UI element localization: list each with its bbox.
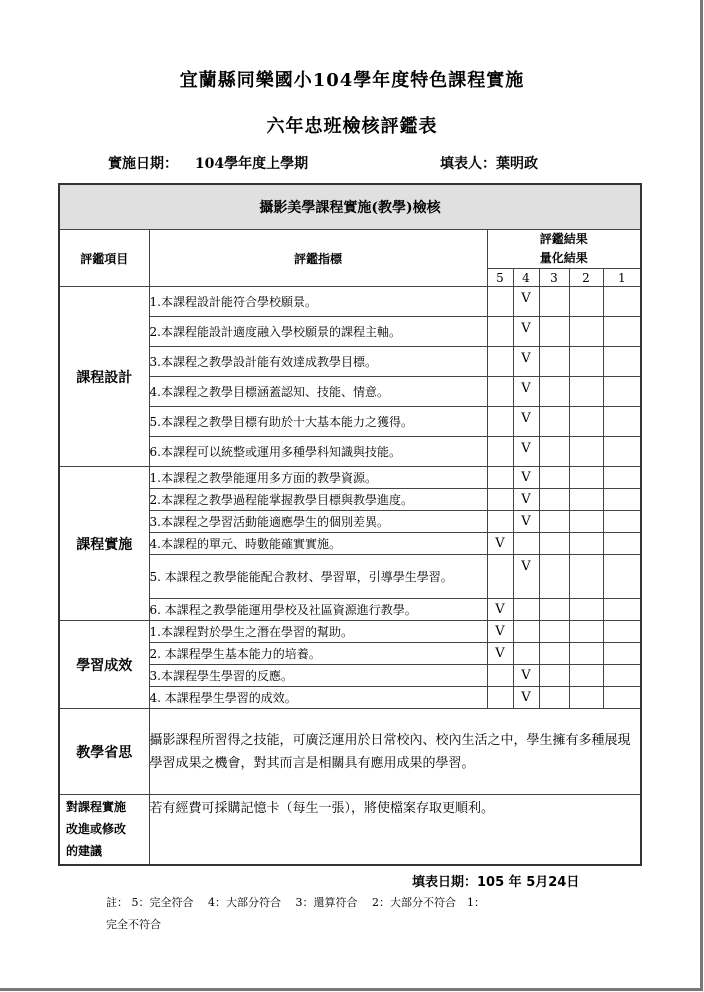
check-mark: V — [513, 511, 539, 533]
reflection-text: 攝影課程所習得之技能，可廣泛運用於日常校內、校內生活之中，學生擁有多種展現學習成果之機會，對其而言是相關具有應用成果的學習。 — [149, 709, 641, 795]
category-design: 課程設計 — [59, 287, 149, 467]
indicator-row: 3.本課程學生學習的反應。 — [149, 665, 487, 687]
indicator-row: 2.本課程能設計適度融入學校願景的課程主軸。 — [149, 317, 487, 347]
col-head-item: 評鑑項目 — [59, 230, 149, 287]
check-mark: V — [513, 347, 539, 377]
check-mark: V — [513, 317, 539, 347]
score-3: 3 — [539, 269, 569, 287]
col-head-result-line1: 評鑑結果 — [539, 232, 588, 246]
table-main-header: 攝影美學課程實施(教學)檢核 — [59, 184, 641, 230]
form-title: 宜蘭縣同樂國小104學年度特色課程實施 — [179, 70, 525, 91]
check-mark: V — [513, 407, 539, 437]
date-value: 104學年度上學期 — [194, 156, 309, 172]
indicator-row: 3.本課程之教學設計能有效達成教學目標。 — [149, 347, 487, 377]
check-mark: V — [513, 555, 539, 599]
indicator-row: 6.本課程可以統整或運用多種學科知識與技能。 — [149, 437, 487, 467]
indicator-row: 2.本課程之教學過程能掌握教學目標與教學進度。 — [149, 489, 487, 511]
indicator-row: 6. 本課程之教學能運用學校及社區資源進行教學。 — [149, 599, 487, 621]
category-outcomes: 學習成效 — [59, 621, 149, 709]
col-head-result — [487, 230, 641, 269]
fill-date: 填表日期：105 年 5月24日 — [412, 875, 580, 890]
indicator-row: 5. 本課程之教學能能配合教材、學習單，引導學生學習。 — [149, 555, 487, 599]
check-mark: V — [513, 377, 539, 407]
check-mark: V — [513, 287, 539, 317]
category-implementation: 課程實施 — [59, 467, 149, 621]
score-4: 4 — [513, 269, 539, 287]
indicator-row: 4.本課程之教學目標涵蓋認知、技能、情意。 — [149, 377, 487, 407]
score-1: 1 — [603, 269, 641, 287]
suggestion-label-3: 的建議 — [66, 844, 103, 859]
implementation-date — [108, 153, 308, 173]
indicator-row: 1.本課程之教學能運用多方面的教學資源。 — [149, 467, 487, 489]
evaluation-table — [58, 183, 642, 866]
filler-value: 葉明政 — [496, 156, 538, 172]
score-legend-note — [106, 892, 606, 936]
filler-label: 填表人： — [440, 156, 496, 172]
indicator-row: 4. 本課程學生學習的成效。 — [149, 687, 487, 709]
indicator-row: 1.本課程對於學生之潛在學習的幫助。 — [149, 621, 487, 643]
suggestion-label-2: 改進或修改 — [66, 822, 127, 837]
check-mark: V — [487, 643, 513, 665]
form-subtitle: 六年忠班檢核評鑑表 — [266, 116, 438, 137]
check-mark: V — [487, 533, 513, 555]
score-5: 5 — [487, 269, 513, 287]
check-mark: V — [487, 599, 513, 621]
indicator-row: 3.本課程之學習活動能適應學生的個別差異。 — [149, 511, 487, 533]
note-line-2: 完全不符合 — [106, 918, 161, 931]
check-mark: V — [513, 489, 539, 511]
suggestion-label-1: 對課程實施 — [66, 800, 127, 815]
score-2: 2 — [569, 269, 603, 287]
indicator-row: 1.本課程設計能符合學校願景。 — [149, 287, 487, 317]
check-mark: V — [513, 467, 539, 489]
check-mark: V — [513, 665, 539, 687]
reflection-label: 教學省思 — [59, 709, 149, 795]
check-mark: V — [487, 621, 513, 643]
note-line-1: 註： 5：完全符合 4：大部分符合 3：還算符合 2：大部分不符合 1： — [106, 896, 485, 909]
indicator-row: 4.本課程的單元、時數能確實實施。 — [149, 533, 487, 555]
col-head-result-line2: 量化結果 — [539, 251, 588, 265]
filler — [440, 153, 538, 173]
suggestion-label — [59, 795, 149, 865]
indicator-row: 2. 本課程學生基本能力的培養。 — [149, 643, 487, 665]
suggestion-text: 若有經費可採購記憶卡（每生一張），將使檔案存取更順利。 — [149, 795, 641, 865]
check-mark: V — [513, 437, 539, 467]
indicator-row: 5.本課程之教學目標有助於十大基本能力之獲得。 — [149, 407, 487, 437]
col-head-indicator: 評鑑指標 — [149, 230, 487, 287]
check-mark: V — [513, 687, 539, 709]
date-label: 實施日期： — [108, 156, 178, 172]
